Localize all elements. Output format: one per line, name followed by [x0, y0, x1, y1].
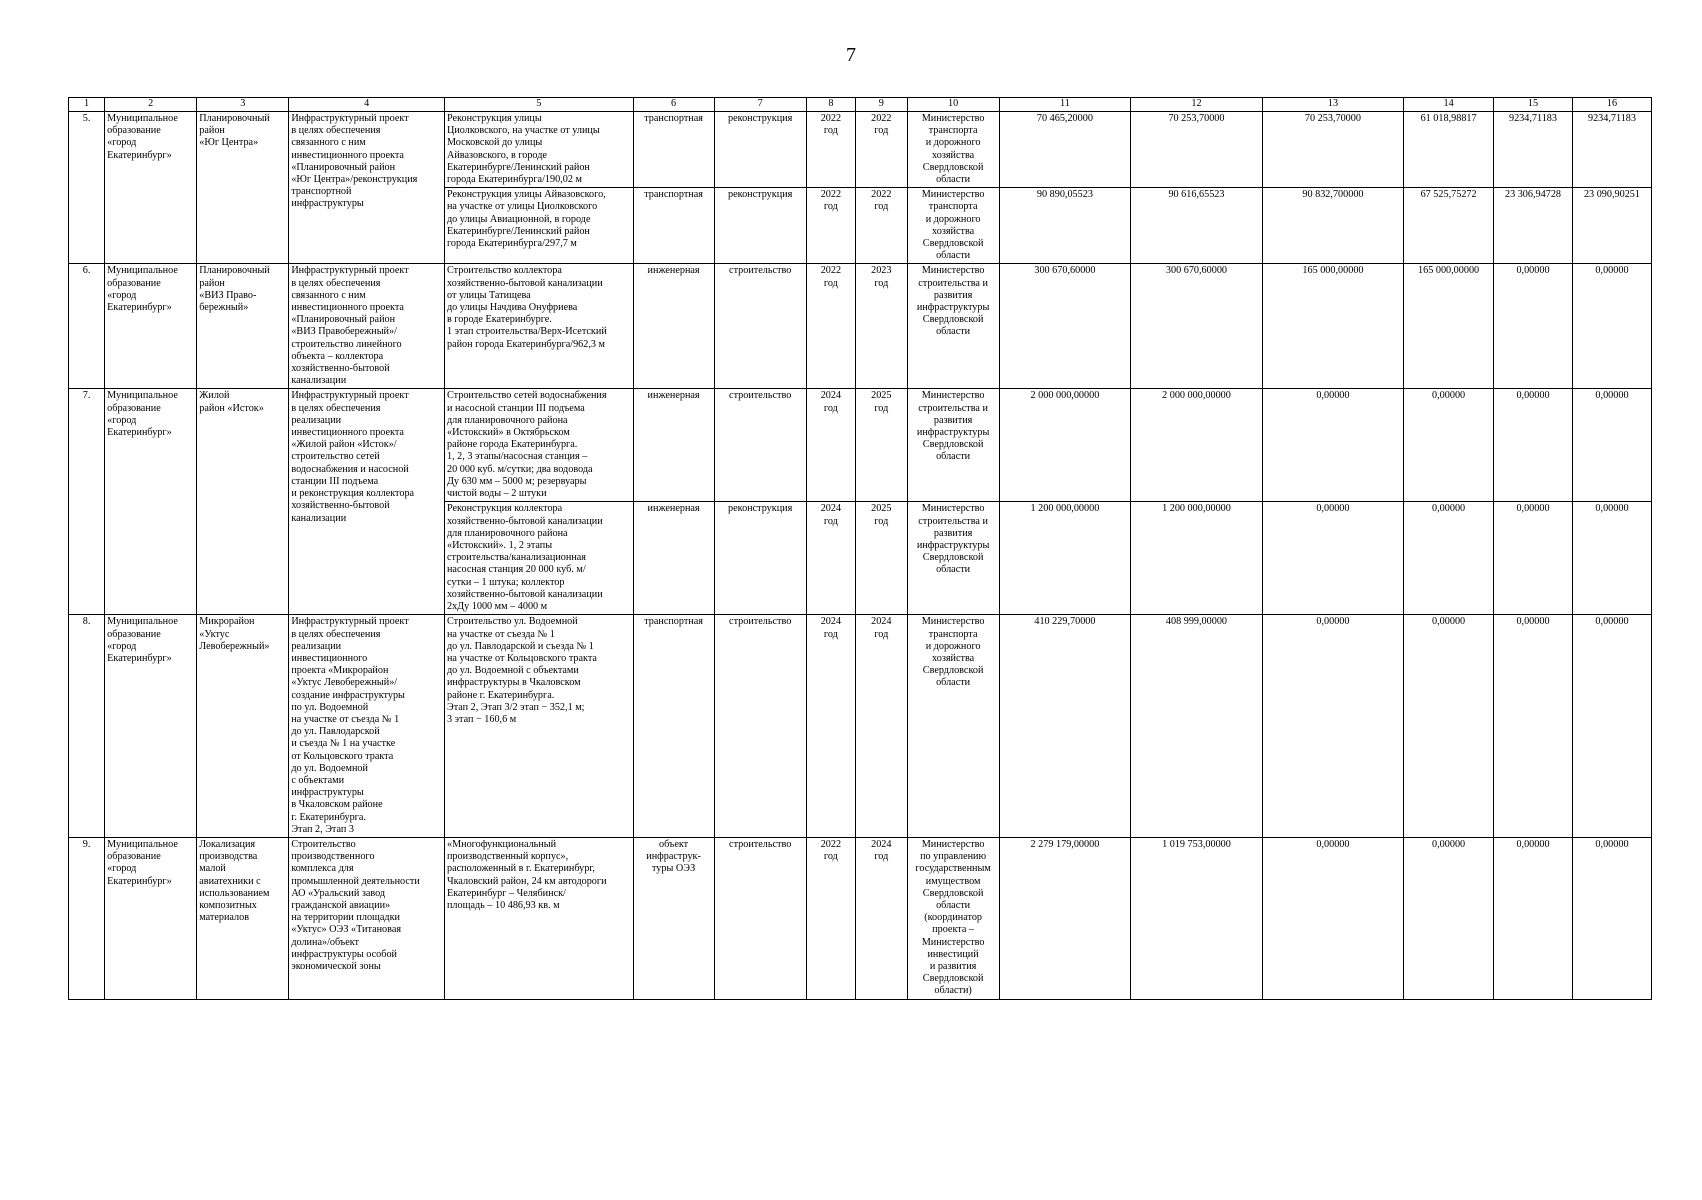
amount-cell-col-12: 2 000 000,00000 — [1131, 389, 1263, 502]
column-number-1: 1 — [69, 98, 105, 112]
column-number-3: 3 — [197, 98, 289, 112]
responsible-ministry-cell: Министерство транспорта и дорожного хозяйства Свердловской области — [907, 112, 999, 188]
amount-cell-col-16: 9234,71183 — [1572, 112, 1651, 188]
amount-cell-col-11: 2 000 000,00000 — [999, 389, 1131, 502]
object-name-cell: Реконструкция улицы Айвазовского, на участке от улицы Циолковского до улицы Авиационной, в городе Екатеринбурге/Ленинский район города Екатеринбурга/297,7 м — [444, 188, 633, 264]
amount-cell-col-13: 0,00000 — [1262, 615, 1403, 838]
amount-cell-col-15: 0,00000 — [1494, 502, 1573, 615]
amount-cell-col-11: 2 279 179,00000 — [999, 837, 1131, 999]
column-number-12: 12 — [1131, 98, 1263, 112]
investment-projects-table — [68, 97, 1652, 1000]
column-number-row — [69, 98, 1652, 112]
column-number-7: 7 — [714, 98, 806, 112]
responsible-ministry-cell: Министерство транспорта и дорожного хозяйства Свердловской области — [907, 188, 999, 264]
infrastructure-type-cell: транспортная — [633, 112, 714, 188]
row-number-cell: 5. — [69, 112, 105, 264]
amount-cell-col-13: 0,00000 — [1262, 837, 1403, 999]
amount-cell-col-16: 0,00000 — [1572, 264, 1651, 389]
end-year-cell: 2022 год — [856, 188, 908, 264]
amount-cell-col-13: 0,00000 — [1262, 389, 1403, 502]
end-year-cell: 2025 год — [856, 502, 908, 615]
amount-cell-col-15: 0,00000 — [1494, 615, 1573, 838]
infrastructure-type-cell: транспортная — [633, 615, 714, 838]
amount-cell-col-16: 0,00000 — [1572, 389, 1651, 502]
start-year-cell: 2024 год — [806, 615, 855, 838]
object-name-cell: Реконструкция улицы Циолковского, на участке от улицы Московской до улицы Айвазовского, в городе Екатеринбурге/Ленинский район города Екатеринбурга/190,02 м — [444, 112, 633, 188]
amount-cell-col-14: 0,00000 — [1404, 837, 1494, 999]
start-year-cell: 2024 год — [806, 389, 855, 502]
project-goal-cell: Инфраструктурный проект в целях обеспечения реализации инвестиционного проекта «Жилой район «Исток»/ строительство сетей водоснабжения и насосной станции III подъема и реконструкция коллектора хозяйственно-бытовой канализации — [289, 389, 445, 615]
column-number-10: 10 — [907, 98, 999, 112]
end-year-cell: 2024 год — [856, 615, 908, 838]
municipality-cell: Муниципальное образование «город Екатеринбург» — [105, 615, 197, 838]
amount-cell-col-11: 410 229,70000 — [999, 615, 1131, 838]
amount-cell-col-15: 0,00000 — [1494, 837, 1573, 999]
amount-cell-col-14: 61 018,98817 — [1404, 112, 1494, 188]
column-number-8: 8 — [806, 98, 855, 112]
responsible-ministry-cell: Министерство по управлению государственным имуществом Свердловской области (координатор проекта – Министерство инвестиций и развития Свердловской области) — [907, 837, 999, 999]
start-year-cell: 2022 год — [806, 112, 855, 188]
object-name-cell: Строительство коллектора хозяйственно-бытовой канализации от улицы Татищева до улицы Начдива Онуфриева в городе Екатеринбурге. 1 этап строительства/Верх-Исетский район города Екатеринбурга/962,3 м — [444, 264, 633, 389]
amount-cell-col-14: 165 000,00000 — [1404, 264, 1494, 389]
table-row — [69, 264, 1652, 389]
amount-cell-col-12: 300 670,60000 — [1131, 264, 1263, 389]
amount-cell-col-14: 0,00000 — [1404, 615, 1494, 838]
table-row — [69, 389, 1652, 502]
start-year-cell: 2022 год — [806, 264, 855, 389]
column-number-4: 4 — [289, 98, 445, 112]
amount-cell-col-14: 0,00000 — [1404, 389, 1494, 502]
work-type-cell: строительство — [714, 389, 806, 502]
page-number: 7 — [846, 44, 856, 66]
work-type-cell: реконструкция — [714, 112, 806, 188]
amount-cell-col-11: 70 465,20000 — [999, 112, 1131, 188]
column-number-16: 16 — [1572, 98, 1651, 112]
column-number-6: 6 — [633, 98, 714, 112]
table-row — [69, 837, 1652, 999]
work-type-cell: реконструкция — [714, 188, 806, 264]
work-type-cell: строительство — [714, 615, 806, 838]
table-row — [69, 112, 1652, 188]
amount-cell-col-15: 0,00000 — [1494, 389, 1573, 502]
row-number-cell: 9. — [69, 837, 105, 999]
object-name-cell: Реконструкция коллектора хозяйственно-бытовой канализации для планировочного района «Истокский». 1, 2 этапы строительства/канализационная насосная станция 20 000 куб. м/ сутки – 1 штука; коллектор хозяйственно-бытовой канализации 2хДу 1000 мм – 4000 м — [444, 502, 633, 615]
work-type-cell: строительство — [714, 837, 806, 999]
amount-cell-col-13: 0,00000 — [1262, 502, 1403, 615]
infrastructure-type-cell: инженерная — [633, 389, 714, 502]
column-number-2: 2 — [105, 98, 197, 112]
infrastructure-type-cell: транспортная — [633, 188, 714, 264]
start-year-cell: 2024 год — [806, 502, 855, 615]
amount-cell-col-15: 0,00000 — [1494, 264, 1573, 389]
amount-cell-col-12: 1 200 000,00000 — [1131, 502, 1263, 615]
project-name-cell: Микрорайон «Уктус Левобережный» — [197, 615, 289, 838]
amount-cell-col-15: 23 306,94728 — [1494, 188, 1573, 264]
amount-cell-col-16: 0,00000 — [1572, 837, 1651, 999]
amount-cell-col-11: 300 670,60000 — [999, 264, 1131, 389]
municipality-cell: Муниципальное образование «город Екатеринбург» — [105, 112, 197, 264]
object-name-cell: «Многофункциональный производственный корпус», расположенный в г. Екатеринбург, Чкаловский район, 24 км автодороги Екатеринбург – Челябинск/ площадь – 10 486,93 кв. м — [444, 837, 633, 999]
column-number-9: 9 — [856, 98, 908, 112]
responsible-ministry-cell: Министерство транспорта и дорожного хозяйства Свердловской области — [907, 615, 999, 838]
end-year-cell: 2024 год — [856, 837, 908, 999]
work-type-cell: строительство — [714, 264, 806, 389]
project-goal-cell: Строительство производственного комплекса для промышленной деятельности АО «Уральский завод гражданской авиации» на территории площадки «Уктус» ОЭЗ «Титановая долина»/объект инфраструктуры особой экономической зоны — [289, 837, 445, 999]
object-name-cell: Строительство ул. Водоемной на участке от съезда № 1 до ул. Павлодарской и съезда № 1 на участке от Кольцовского тракта до ул. Водоемной с объектами инфраструктуры в Чкаловском районе г. Екатеринбурга. Этап 2, Этап 3/2 этап − 352,1 м; 3 этап − 160,6 м — [444, 615, 633, 838]
amount-cell-col-13: 90 832,700000 — [1262, 188, 1403, 264]
project-name-cell: Жилой район «Исток» — [197, 389, 289, 615]
amount-cell-col-15: 9234,71183 — [1494, 112, 1573, 188]
amount-cell-col-12: 408 999,00000 — [1131, 615, 1263, 838]
amount-cell-col-12: 90 616,65523 — [1131, 188, 1263, 264]
table-row — [69, 615, 1652, 838]
object-name-cell: Строительство сетей водоснабжения и насосной станции III подъема для планировочного района «Истокский» в Октябрьском районе города Екатеринбурга. 1, 2, 3 этапы/насосная станция – 20 000 куб. м/сутки; два водовода Ду 630 мм – 5000 м; резервуары чистой воды – 2 штуки — [444, 389, 633, 502]
municipality-cell: Муниципальное образование «город Екатеринбург» — [105, 264, 197, 389]
amount-cell-col-16: 0,00000 — [1572, 615, 1651, 838]
amount-cell-col-12: 70 253,70000 — [1131, 112, 1263, 188]
column-number-15: 15 — [1494, 98, 1573, 112]
row-number-cell: 8. — [69, 615, 105, 838]
infrastructure-type-cell: инженерная — [633, 264, 714, 389]
amount-cell-col-16: 0,00000 — [1572, 502, 1651, 615]
project-name-cell: Планировочный район «Юг Центра» — [197, 112, 289, 264]
column-number-5: 5 — [444, 98, 633, 112]
amount-cell-col-11: 90 890,05523 — [999, 188, 1131, 264]
amount-cell-col-13: 165 000,00000 — [1262, 264, 1403, 389]
column-number-13: 13 — [1262, 98, 1403, 112]
responsible-ministry-cell: Министерство строительства и развития инфраструктуры Свердловской области — [907, 264, 999, 389]
column-number-11: 11 — [999, 98, 1131, 112]
infrastructure-type-cell: инженерная — [633, 502, 714, 615]
amount-cell-col-11: 1 200 000,00000 — [999, 502, 1131, 615]
end-year-cell: 2023 год — [856, 264, 908, 389]
municipality-cell: Муниципальное образование «город Екатеринбург» — [105, 837, 197, 999]
project-name-cell: Планировочный район «ВИЗ Право- бережный» — [197, 264, 289, 389]
project-goal-cell: Инфраструктурный проект в целях обеспечения связанного с ним инвестиционного проекта «Планировочный район «Юг Центра»/реконструкция транспортной инфраструктуры — [289, 112, 445, 264]
responsible-ministry-cell: Министерство строительства и развития инфраструктуры Свердловской области — [907, 502, 999, 615]
amount-cell-col-14: 0,00000 — [1404, 502, 1494, 615]
start-year-cell: 2022 год — [806, 188, 855, 264]
row-number-cell: 6. — [69, 264, 105, 389]
project-goal-cell: Инфраструктурный проект в целях обеспечения реализации инвестиционного проекта «Микрорайон «Уктус Левобережный»/ создание инфраструктуры по ул. Водоемной на участке от съезда № 1 до ул. Павлодарской и съезда № 1 на участке от Кольцовского тракта до ул. Водоемной с объектами инфраструктуры в Чкаловском районе г. Екатеринбурга. Этап 2, Этап 3 — [289, 615, 445, 838]
project-name-cell: Локализация производства малой авиатехники с использованием композитных материалов — [197, 837, 289, 999]
row-number-cell: 7. — [69, 389, 105, 615]
work-type-cell: реконструкция — [714, 502, 806, 615]
infrastructure-type-cell: объект инфраструк- туры ОЭЗ — [633, 837, 714, 999]
amount-cell-col-13: 70 253,70000 — [1262, 112, 1403, 188]
amount-cell-col-14: 67 525,75272 — [1404, 188, 1494, 264]
end-year-cell: 2022 год — [856, 112, 908, 188]
responsible-ministry-cell: Министерство строительства и развития инфраструктуры Свердловской области — [907, 389, 999, 502]
municipality-cell: Муниципальное образование «город Екатеринбург» — [105, 389, 197, 615]
column-number-14: 14 — [1404, 98, 1494, 112]
amount-cell-col-12: 1 019 753,00000 — [1131, 837, 1263, 999]
end-year-cell: 2025 год — [856, 389, 908, 502]
amount-cell-col-16: 23 090,90251 — [1572, 188, 1651, 264]
project-goal-cell: Инфраструктурный проект в целях обеспечения связанного с ним инвестиционного проекта «Планировочный район «ВИЗ Правобережный»/ строительство линейного объекта – коллектора хозяйственно-бытовой канализации — [289, 264, 445, 389]
start-year-cell: 2022 год — [806, 837, 855, 999]
